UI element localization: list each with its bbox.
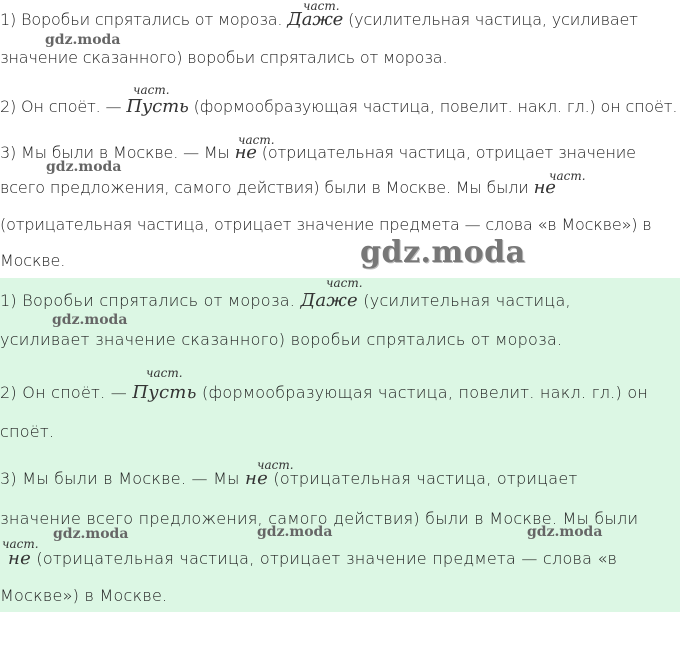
- s1-line-7: Москве.: [0, 251, 66, 270]
- s1-line-6: (отрицательная частица, отрицает значение предмета — слова «в Москве») в: [0, 215, 652, 234]
- s1-line-1: [0, 10, 638, 30]
- tag-chast: част.: [133, 83, 170, 97]
- s1-text: всего предложения, самого действия) были в Москве. Мы были: [0, 178, 534, 197]
- s1-particle-dazhe: Даже: [287, 9, 344, 30]
- s2-line-7: [0, 549, 617, 569]
- tag-chast: част.: [549, 169, 586, 183]
- s1-text: 2) Он споёт. —: [0, 97, 127, 116]
- s1-text: 1) Воробьи спрятались от мороза.: [0, 10, 288, 29]
- s2-line-8: Москве») в Москве.: [0, 586, 168, 605]
- watermark: gdz.moda: [45, 32, 121, 48]
- tag-chast: част.: [257, 458, 294, 472]
- s2-line-5: [0, 469, 577, 489]
- s2-line-6: значение всего предложения, самого действия) были в Москве. Мы были: [0, 509, 639, 528]
- s2-text: (отрицательная частица, отрицает значение предмета — слова «в: [31, 549, 618, 568]
- s2-particle-dazhe: Даже: [300, 290, 358, 311]
- s1-particle-ne: не: [533, 177, 556, 198]
- s2-line-3: [0, 383, 648, 403]
- watermark-large: gdz.moda: [360, 235, 526, 270]
- s2-text: 1) Воробьи спрятались от мороза.: [0, 291, 301, 310]
- s1-particle-pust: Пусть: [126, 96, 189, 117]
- s1-particle-ne: не: [234, 142, 257, 163]
- s2-text: 2) Он споёт. —: [0, 383, 133, 402]
- s2-line-1: [0, 291, 571, 311]
- s1-line-2: значение сказанного) воробьи спрятались от мороза.: [0, 48, 448, 67]
- watermark: gdz.moda: [52, 312, 128, 328]
- watermark: gdz.moda: [46, 159, 122, 175]
- watermark: gdz.moda: [527, 524, 603, 540]
- s1-text: (отрицательная частица, отрицает значение: [256, 143, 636, 162]
- watermark: gdz.moda: [257, 524, 333, 540]
- s1-text: (формообразующая частица, повелит. накл. гл.) он споёт.: [188, 97, 678, 116]
- s2-text: (усилительная частица,: [357, 291, 571, 310]
- s2-particle-ne: не: [244, 468, 268, 489]
- s2-particle-ne: не: [8, 548, 32, 569]
- tag-chast: част.: [146, 366, 183, 380]
- s2-text: (формообразующая частица, повелит. накл. гл.) он: [196, 383, 649, 402]
- watermark: gdz.moda: [53, 526, 129, 542]
- s1-line-3: [0, 97, 677, 117]
- s2-line-2: усиливает значение сказанного) воробьи спрятались от мороза.: [0, 330, 563, 349]
- s2-text: 3) Мы были в Москве. — Мы: [0, 469, 245, 488]
- s1-line-5: [0, 178, 556, 198]
- tag-chast: част.: [326, 276, 363, 290]
- s1-text: 3) Мы были в Москве. — Мы: [0, 143, 235, 162]
- s1-text: (усилительная частица, усиливает: [343, 10, 638, 29]
- s2-text: (отрицательная частица, отрицает: [268, 469, 578, 488]
- tag-chast: част.: [303, 0, 340, 13]
- s2-particle-pust: Пусть: [132, 382, 197, 403]
- tag-chast: част.: [2, 537, 39, 551]
- s2-line-4: споёт.: [0, 422, 55, 441]
- tag-chast: част.: [238, 133, 275, 147]
